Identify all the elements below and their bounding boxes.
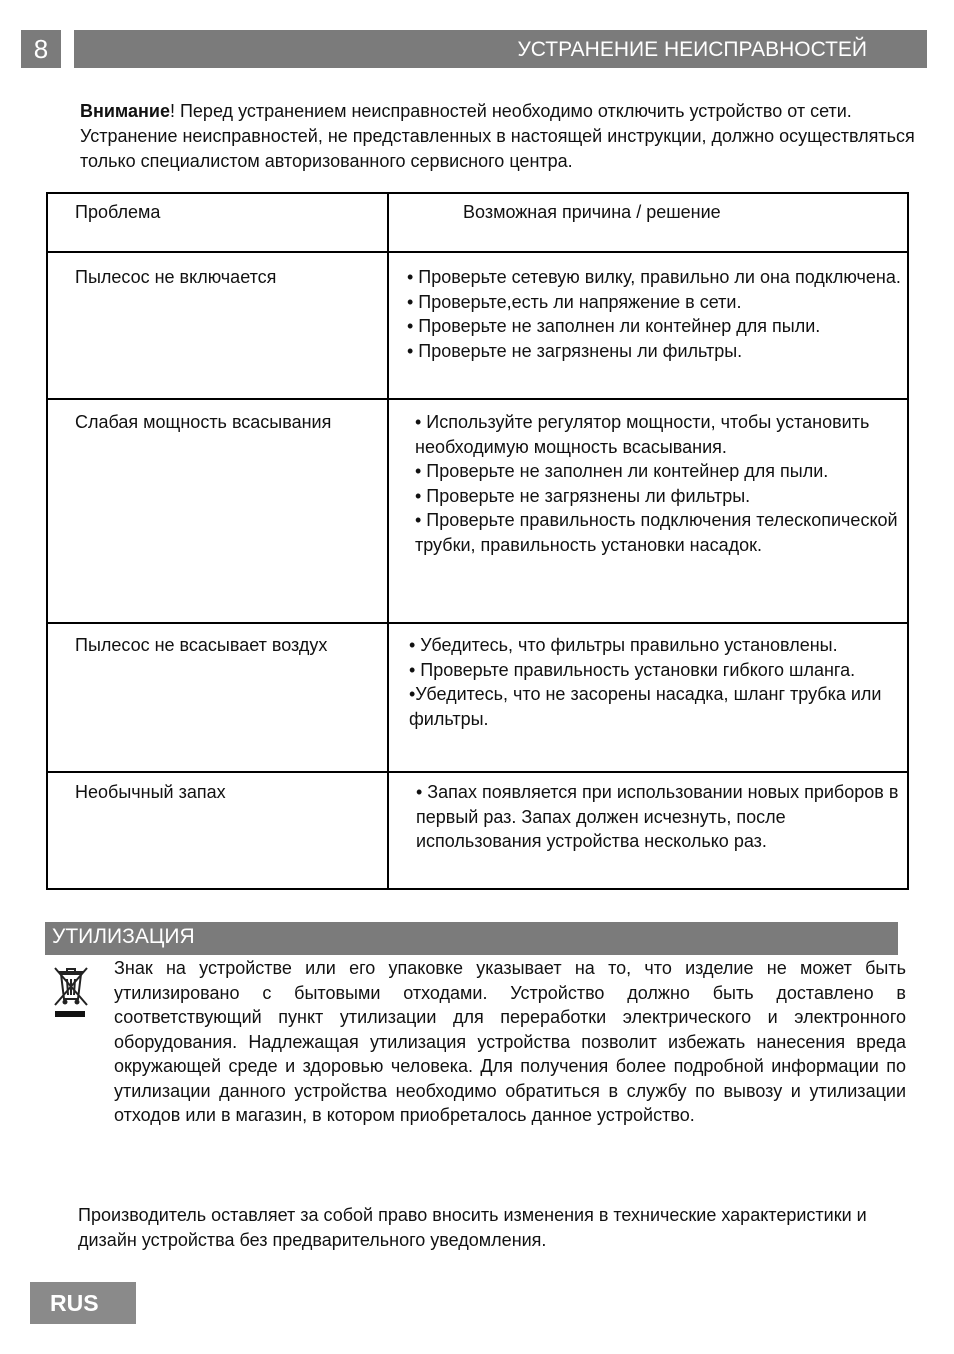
- warning-label: Внимание: [80, 101, 170, 121]
- table-header-row: [47, 193, 908, 252]
- troubleshooting-table: [46, 192, 909, 890]
- problem-cell: Пылесос не всасывает воздух: [47, 623, 388, 772]
- list-item: • Проверьте правильность подключения телескопической трубки, правильность установки насадок.: [415, 510, 898, 555]
- table-row: [47, 399, 908, 623]
- column-header-cause: Возможная причина / решение: [388, 193, 908, 252]
- solution-cell: [388, 772, 908, 889]
- solution-list: [407, 265, 903, 363]
- list-item: • Используйте регулятор мощности, чтобы установить необходимую мощность всасывания.: [415, 412, 870, 457]
- disposal-title: УТИЛИЗАЦИЯ: [52, 925, 195, 948]
- section-title: УСТРАНЕНИЕ НЕИСПРАВНОСТЕЙ: [517, 38, 867, 61]
- list-item: •Убедитесь, что не засорены насадка, шланг трубка или фильтры.: [409, 684, 882, 729]
- solution-cell: [388, 623, 908, 772]
- section-header: [74, 30, 927, 68]
- crossed-out-bin-icon: [52, 965, 90, 1019]
- list-item: • Запах появляется при использовании новых приборов в первый раз. Запах должен исчезнуть, после использования устройства несколько раз.: [416, 782, 899, 851]
- solution-list: [415, 410, 903, 557]
- problem-cell: Слабая мощность всасывания: [47, 399, 388, 623]
- disposal-header: [45, 922, 898, 955]
- list-item: • Проверьте правильность установки гибкого шланга.: [409, 659, 856, 680]
- language-badge: RUS: [30, 1282, 136, 1324]
- list-item: • Проверьте,есть ли напряжение в сети.: [407, 291, 742, 312]
- warning-text: ! Перед устранением неисправностей необходимо отключить устройство от сети. Устранение неисправностей, не представленных в настоящей инструкции, должно осуществляться только специалистом авторизованного сервисного центра.: [80, 101, 915, 171]
- list-item: • Проверьте не загрязнены ли фильтры.: [407, 340, 743, 361]
- problem-cell: Пылесос не включается: [47, 252, 388, 399]
- solution-list: [409, 633, 903, 731]
- problem-cell: Необычный запах: [47, 772, 388, 889]
- list-item: • Проверьте не заполнен ли контейнер для пыли.: [407, 316, 821, 336]
- table-row: [47, 772, 908, 889]
- page-number: 8: [21, 30, 61, 68]
- list-item: • Проверьте не заполнен ли контейнер для пыли.: [415, 461, 829, 481]
- table-row: [47, 252, 908, 399]
- disposal-text: Знак на устройстве или его упаковке указывает на то, что изделие не может быть утилизировано с бытовыми отходами. Устройство должно быть доставлено в соответствующий пункт утилизации для переработки электрического и электронного оборудования. Надлежащая утилизация устройства позволит избежать нанесения вреда окружающей среде и здоровью человека. Для получения более подробной информации по утилизации данного устройства необходимо обратиться в службу по вывозу и утилизации отходов или в магазин, в котором приобреталось данное устройство.: [114, 958, 906, 1125]
- list-item: • Убедитесь, что фильтры правильно установлены.: [409, 635, 838, 655]
- troubleshooting-table-wrapper: [46, 192, 907, 890]
- warning-paragraph: [80, 99, 920, 174]
- list-item: • Проверьте не загрязнены ли фильтры.: [415, 485, 751, 506]
- table-row: [47, 623, 908, 772]
- solution-cell: [388, 252, 908, 399]
- solution-list: [416, 780, 903, 854]
- column-header-problem: Проблема: [47, 193, 388, 252]
- manufacturer-note: Производитель оставляет за собой право вносить изменения в технические характеристики и дизайн устройства без предварительного уведомления.: [78, 1205, 867, 1250]
- solution-cell: [388, 399, 908, 623]
- list-item: • Проверьте сетевую вилку, правильно ли она подключена.: [407, 267, 901, 287]
